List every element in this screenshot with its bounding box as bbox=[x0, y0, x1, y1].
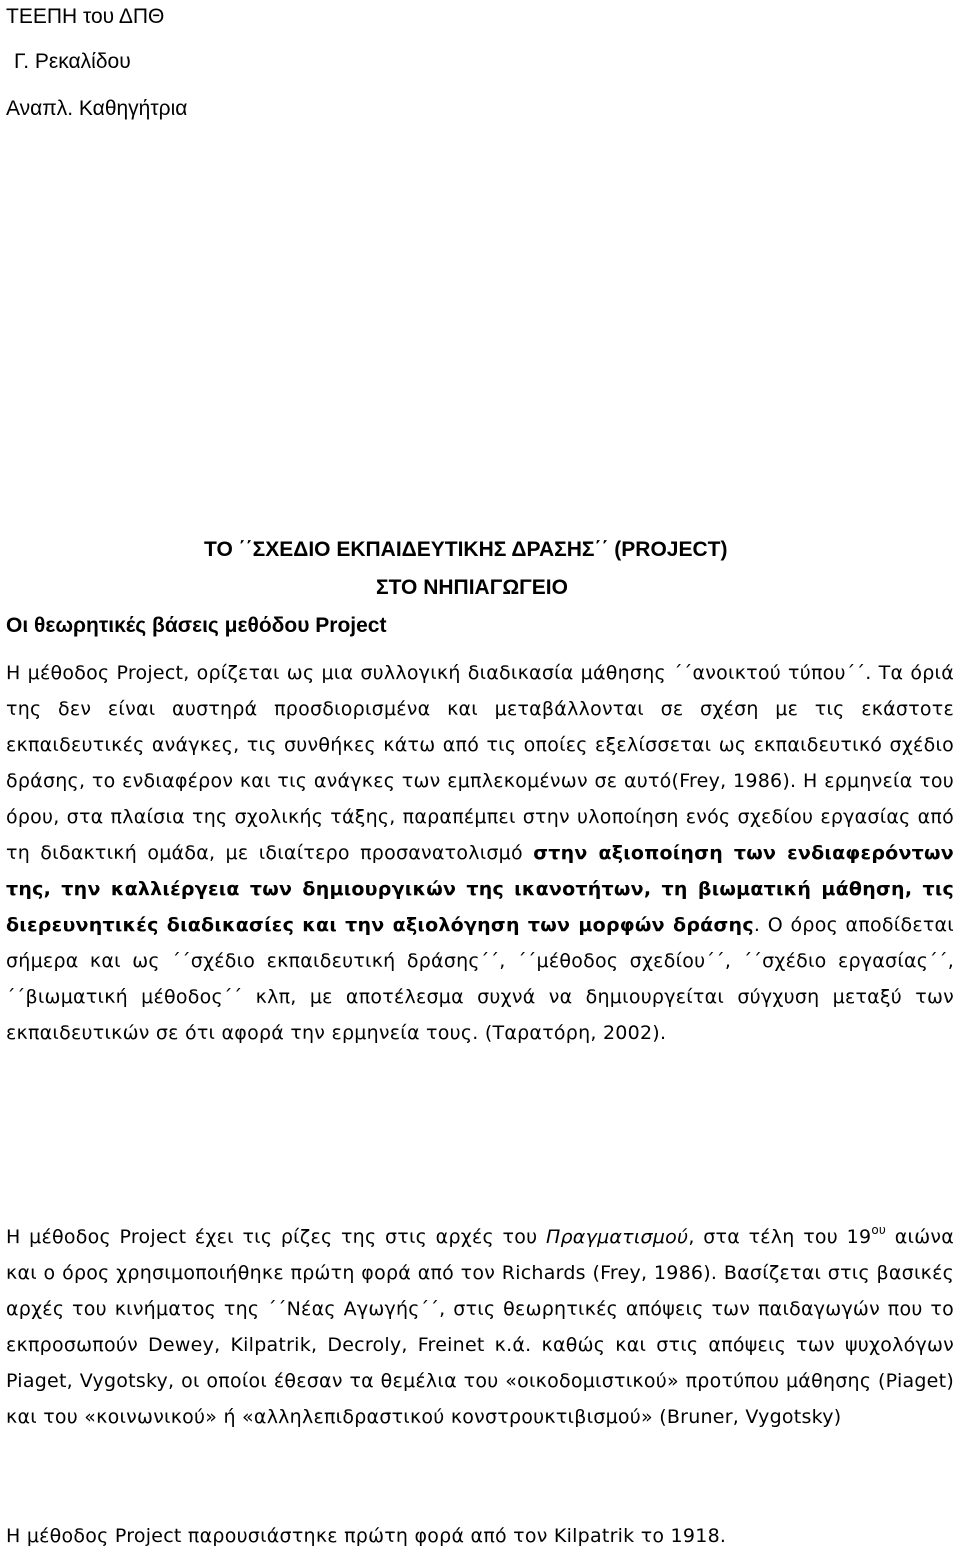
paragraph-definition bbox=[6, 655, 954, 1051]
header-author: Γ. Ρεκαλίδου bbox=[14, 50, 131, 73]
paragraph-kilpatrik: Η μέθοδος Project παρουσιάστηκε πρώτη φορά από τον Kilpatrik το 1918. bbox=[6, 1525, 727, 1547]
header-department: ΤΕΕΠΗ του ΔΠΘ bbox=[6, 5, 165, 28]
document-subtitle: ΣΤΟ ΝΗΠΙΑΓΩΓΕΙΟ bbox=[376, 576, 568, 599]
paragraph-roots bbox=[6, 1219, 954, 1435]
document-title: ΤΟ ΄΄ΣΧΕΔΙΟ ΕΚΠΑΙΔΕΥΤΙΚΗΣ ΔΡΑΣΗΣ΄΄ (PROJECT) bbox=[204, 538, 728, 561]
paragraph-definition-text-1: Η μέθοδος Project, ορίζεται ως μια συλλογική διαδικασία μάθησης ΄΄ανοικτού τύπου΄΄. Τα όριά της δεν είναι αυστηρά προσδιορισμένα και μεταβάλλονται σε σχέση με τις εκάστοτε εκπαιδευτικές ανάγκες, τις συνθήκες κάτω από τις οποίες εξελίσσεται ως εκπαιδευτικό σχέδιο δράσης, το ενδιαφέρον και τις ανάγκες των εμπλεκομένων σε αυτό(Frey, 1986). Η ερμηνεία του όρου, στα πλαίσια της σχολικής τάξης, παραπέμπει στην υλοποίηση ενός σχεδίου εργασίας από τη διδακτική ομάδα, με ιδιαίτερο προσανατολισμό bbox=[6, 662, 954, 864]
header-author-title: Αναπλ. Καθηγήτρια bbox=[6, 97, 188, 120]
paragraph-roots-text-3: αιώνα και ο όρος χρησιμοποιήθηκε πρώτη φορά από τον Richards (Frey, 1986). Βασίζεται στις βασικές αρχές του κινήματος της ΄΄Νέας Αγωγής΄΄, στις θεωρητικές απόψεις των παιδαγωγών που το εκπροσωπούν Dewey, Kilpatrik, Decroly, Freinet κ.ά. καθώς και στις απόψεις των ψυχολόγων Piaget, Vygotsky, οι οποίοι έθεσαν τα θεμέλια του «οικοδομιστικού» προτύπου μάθησης (Piaget) και του «κοινωνικού» ή «αλληλεπιδραστικού κονστρουκτιβισμού» (Bruner, Vygotsky) bbox=[6, 1226, 954, 1428]
section-heading: Οι θεωρητικές βάσεις μεθόδου Project bbox=[6, 614, 387, 637]
paragraph-definition-bold: στην αξιοποίηση των ενδιαφερόντων της, την καλλιέργεια των δημιουργικών της ικανοτήτων, τη βιωματική μάθηση, τις διερευνητικές διαδικασίες και την αξιολόγηση των μορφών δράσης bbox=[6, 842, 954, 936]
paragraph-roots-text-1: Η μέθοδος Project έχει τις ρίζες της στις αρχές του bbox=[6, 1226, 546, 1248]
paragraph-definition-text-2: . Ο όρος αποδίδεται σήμερα και ως ΄΄σχέδιο εκπαιδευτική δράσης΄΄, ΄΄μέθοδος σχεδίου΄΄, ΄΄σχέδιο εργασίας΄΄, ΄΄βιωματική μέθοδος΄΄ κλπ, με αποτέλεσμα συχνά να δημιουργείται σύγχυση μεταξύ των εκπαιδευτικών σε ότι αφορά την ερμηνεία τους. (Ταρατόρη, 2002). bbox=[6, 914, 954, 1044]
paragraph-roots-italic: Πραγματισμού bbox=[545, 1226, 689, 1248]
paragraph-roots-text-2: , στα τέλη του 19 bbox=[688, 1226, 872, 1248]
ordinal-superscript: ου bbox=[871, 1222, 887, 1237]
